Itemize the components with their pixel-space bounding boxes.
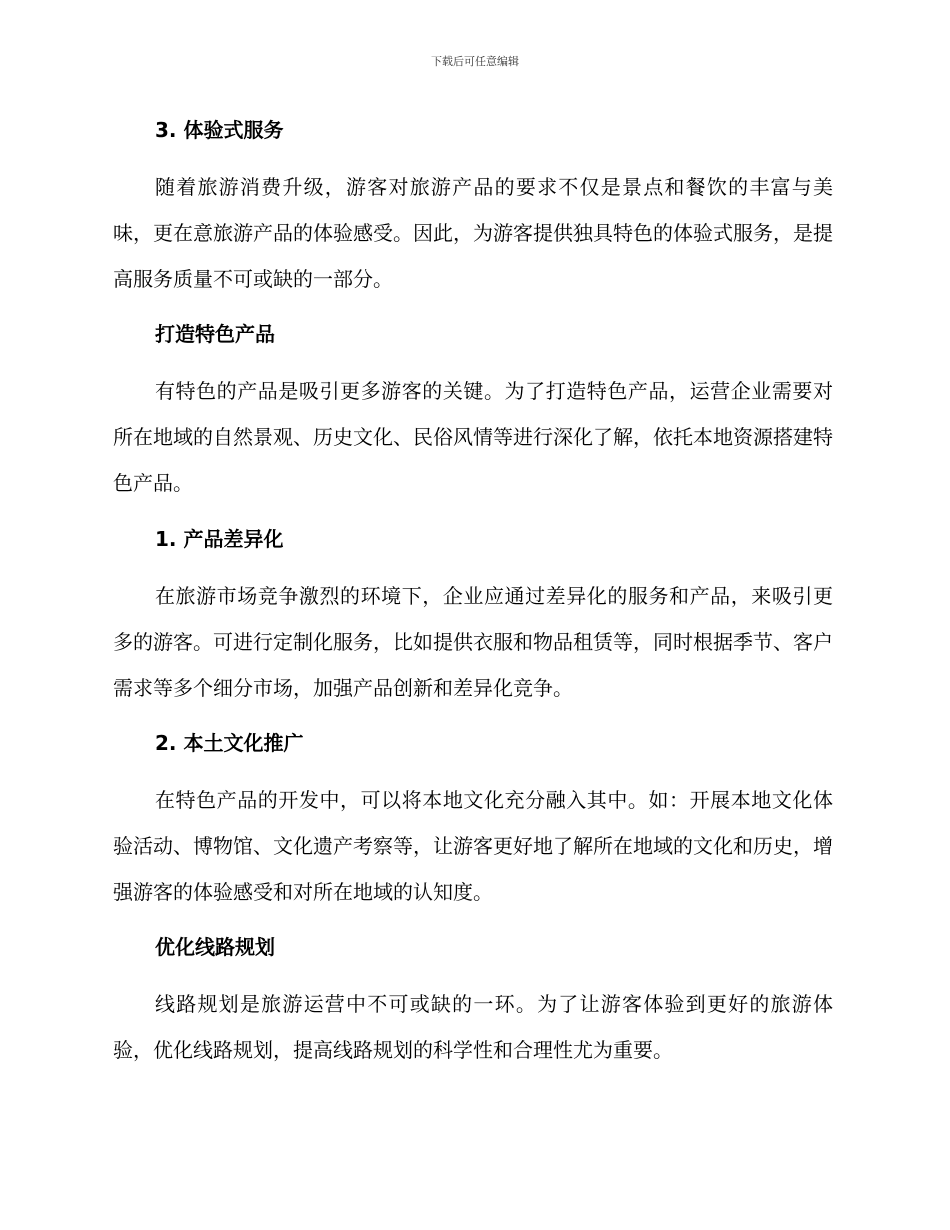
section-paragraph-experience-service: 随着旅游消费升级，游客对旅游产品的要求不仅是景点和餐饮的丰富与美味，更在意旅游产品的体验感受。因此，为游客提供独具特色的体验式服务，是提高服务质量不可或缺的一部分。 bbox=[113, 175, 833, 291]
page-header-note: 下载后可任意编辑 bbox=[431, 55, 519, 68]
section-heading-featured-products: 打造特色产品 bbox=[155, 322, 275, 346]
section-heading-product-differentiation: 1. 产品差异化 bbox=[155, 527, 284, 551]
section-paragraph-route-planning: 线路规划是旅游运营中不可或缺的一环。为了让游客体验到更好的旅游体验，优化线路规划，提高线路规划的科学性和合理性尤为重要。 bbox=[113, 992, 833, 1062]
section-paragraph-featured-products: 有特色的产品是吸引更多游客的关键。为了打造特色产品，运营企业需要对所在地域的自然景观、历史文化、民俗风情等进行深化了解，依托本地资源搭建特色产品。 bbox=[113, 379, 833, 495]
section-heading-route-planning: 优化线路规划 bbox=[155, 935, 275, 959]
section-heading-local-culture: 2. 本土文化推广 bbox=[155, 731, 304, 755]
section-heading-experience-service: 3. 体验式服务 bbox=[155, 118, 284, 142]
section-paragraph-product-differentiation: 在旅游市场竞争激烈的环境下，企业应通过差异化的服务和产品，来吸引更多的游客。可进行定制化服务，比如提供衣服和物品租赁等，同时根据季节、客户需求等多个细分市场，加强产品创新和差异化竞争。 bbox=[113, 584, 833, 700]
section-paragraph-local-culture: 在特色产品的开发中，可以将本地文化充分融入其中。如：开展本地文化体验活动、博物馆、文化遗产考察等，让游客更好地了解所在地域的文化和历史，增强游客的体验感受和对所在地域的认知度。 bbox=[113, 788, 833, 904]
